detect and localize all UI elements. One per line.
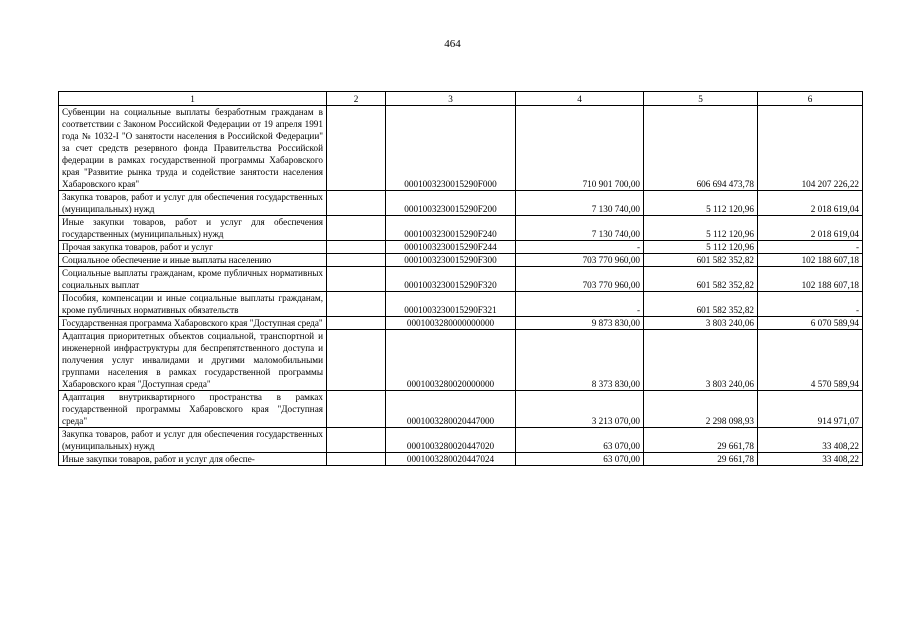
row-name: Адаптация внутриквартирного пространства в рамках государственной программы Хабаровского края "Доступная среда" <box>59 391 327 428</box>
row-amount-plan: - <box>516 241 644 254</box>
row-amount-fact: 3 803 240,06 <box>644 317 758 330</box>
row-name: Закупка товаров, работ и услуг для обеспечения государственных (муниципальных) нужд <box>59 191 327 216</box>
row-col2 <box>327 267 386 292</box>
table-row <box>59 241 863 254</box>
row-amount-fact: 601 582 352,82 <box>644 254 758 267</box>
row-col2 <box>327 216 386 241</box>
table-row <box>59 292 863 317</box>
column-header-1: 1 <box>59 92 327 106</box>
row-code: 0001003280020447024 <box>386 453 516 466</box>
row-name: Социальное обеспечение и иные выплаты населению <box>59 254 327 267</box>
row-amount-plan: 703 770 960,00 <box>516 254 644 267</box>
column-header-4: 4 <box>516 92 644 106</box>
row-amount-remainder: 33 408,22 <box>758 428 863 453</box>
row-amount-remainder: - <box>758 292 863 317</box>
table-row <box>59 191 863 216</box>
row-code: 0001003230015290F320 <box>386 267 516 292</box>
row-name: Закупка товаров, работ и услуг для обеспечения государственных (муниципальных) нужд <box>59 428 327 453</box>
row-amount-remainder: 6 070 589,94 <box>758 317 863 330</box>
row-name: Адаптация приоритетных объектов социальной, транспортной и инженерной инфраструктуры для беспрепятственного доступа и получения услуг инвалидами и другими маломобильными группами населения в рамках государственной программы Хабаровского края "Доступная среда" <box>59 330 327 391</box>
table-row <box>59 428 863 453</box>
table-row <box>59 254 863 267</box>
row-amount-fact: 2 298 098,93 <box>644 391 758 428</box>
row-col2 <box>327 106 386 191</box>
column-header-6: 6 <box>758 92 863 106</box>
row-code: 0001003280000000000 <box>386 317 516 330</box>
row-amount-remainder: 2 018 619,04 <box>758 191 863 216</box>
row-name: Пособия, компенсации и иные социальные выплаты гражданам, кроме публичных нормативных обязательств <box>59 292 327 317</box>
row-col2 <box>327 453 386 466</box>
table-row <box>59 267 863 292</box>
row-col2 <box>327 428 386 453</box>
page-number: 464 <box>444 38 461 50</box>
row-amount-fact: 29 661,78 <box>644 428 758 453</box>
row-col2 <box>327 241 386 254</box>
row-col2 <box>327 254 386 267</box>
table-row <box>59 317 863 330</box>
row-name: Прочая закупка товаров, работ и услуг <box>59 241 327 254</box>
row-amount-plan: 9 873 830,00 <box>516 317 644 330</box>
table-row <box>59 453 863 466</box>
table-row <box>59 216 863 241</box>
row-name: Субвенции на социальные выплаты безработным гражданам в соответствии с Законом Российской Федерации от 19 апреля 1991 года № 1032-I "О занятости населения в Российской Федерации" за счет средств резервного фонда Правительства Российской федерации в рамках государственной программы Хабаровского края "Развитие рынка труда и содействие занятости населения Хабаровского края" <box>59 106 327 191</box>
row-amount-plan: - <box>516 292 644 317</box>
column-header-3: 3 <box>386 92 516 106</box>
row-amount-remainder: 914 971,07 <box>758 391 863 428</box>
row-amount-plan: 710 901 700,00 <box>516 106 644 191</box>
row-name: Иные закупки товаров, работ и услуг для обеспе- <box>59 453 327 466</box>
row-code: 0001003280020447020 <box>386 428 516 453</box>
row-amount-plan: 63 070,00 <box>516 453 644 466</box>
row-amount-plan: 8 373 830,00 <box>516 330 644 391</box>
row-amount-remainder: 102 188 607,18 <box>758 254 863 267</box>
row-name: Социальные выплаты гражданам, кроме публичных нормативных социальных выплат <box>59 267 327 292</box>
row-code: 0001003230015290F321 <box>386 292 516 317</box>
row-amount-remainder: 104 207 226,22 <box>758 106 863 191</box>
row-amount-plan: 703 770 960,00 <box>516 267 644 292</box>
row-amount-plan: 7 130 740,00 <box>516 191 644 216</box>
column-header-5: 5 <box>644 92 758 106</box>
row-amount-remainder: 33 408,22 <box>758 453 863 466</box>
row-amount-plan: 63 070,00 <box>516 428 644 453</box>
row-code: 0001003230015290F244 <box>386 241 516 254</box>
row-code: 0001003230015290F240 <box>386 216 516 241</box>
row-amount-fact: 5 112 120,96 <box>644 241 758 254</box>
row-amount-fact: 601 582 352,82 <box>644 292 758 317</box>
row-code: 0001003280020000000 <box>386 330 516 391</box>
table-row <box>59 330 863 391</box>
header-row <box>59 92 863 106</box>
row-amount-fact: 5 112 120,96 <box>644 191 758 216</box>
row-code: 0001003280020447000 <box>386 391 516 428</box>
row-amount-fact: 5 112 120,96 <box>644 216 758 241</box>
row-amount-remainder: 2 018 619,04 <box>758 216 863 241</box>
column-header-2: 2 <box>327 92 386 106</box>
row-col2 <box>327 191 386 216</box>
row-col2 <box>327 330 386 391</box>
row-name: Государственная программа Хабаровского края "Доступная среда" <box>59 317 327 330</box>
row-code: 0001003230015290F300 <box>386 254 516 267</box>
row-amount-fact: 606 694 473,78 <box>644 106 758 191</box>
row-amount-fact: 3 803 240,06 <box>644 330 758 391</box>
row-col2 <box>327 317 386 330</box>
row-code: 0001003230015290F200 <box>386 191 516 216</box>
row-amount-remainder: 102 188 607,18 <box>758 267 863 292</box>
row-col2 <box>327 391 386 428</box>
row-amount-remainder: 4 570 589,94 <box>758 330 863 391</box>
row-amount-plan: 7 130 740,00 <box>516 216 644 241</box>
budget-table <box>58 91 863 466</box>
row-amount-plan: 3 213 070,00 <box>516 391 644 428</box>
row-col2 <box>327 292 386 317</box>
row-code: 0001003230015290F000 <box>386 106 516 191</box>
table-row <box>59 391 863 428</box>
row-amount-remainder: - <box>758 241 863 254</box>
row-amount-fact: 601 582 352,82 <box>644 267 758 292</box>
row-name: Иные закупки товаров, работ и услуг для обеспечения государственных (муниципальных) нужд <box>59 216 327 241</box>
row-amount-fact: 29 661,78 <box>644 453 758 466</box>
table-row <box>59 106 863 191</box>
